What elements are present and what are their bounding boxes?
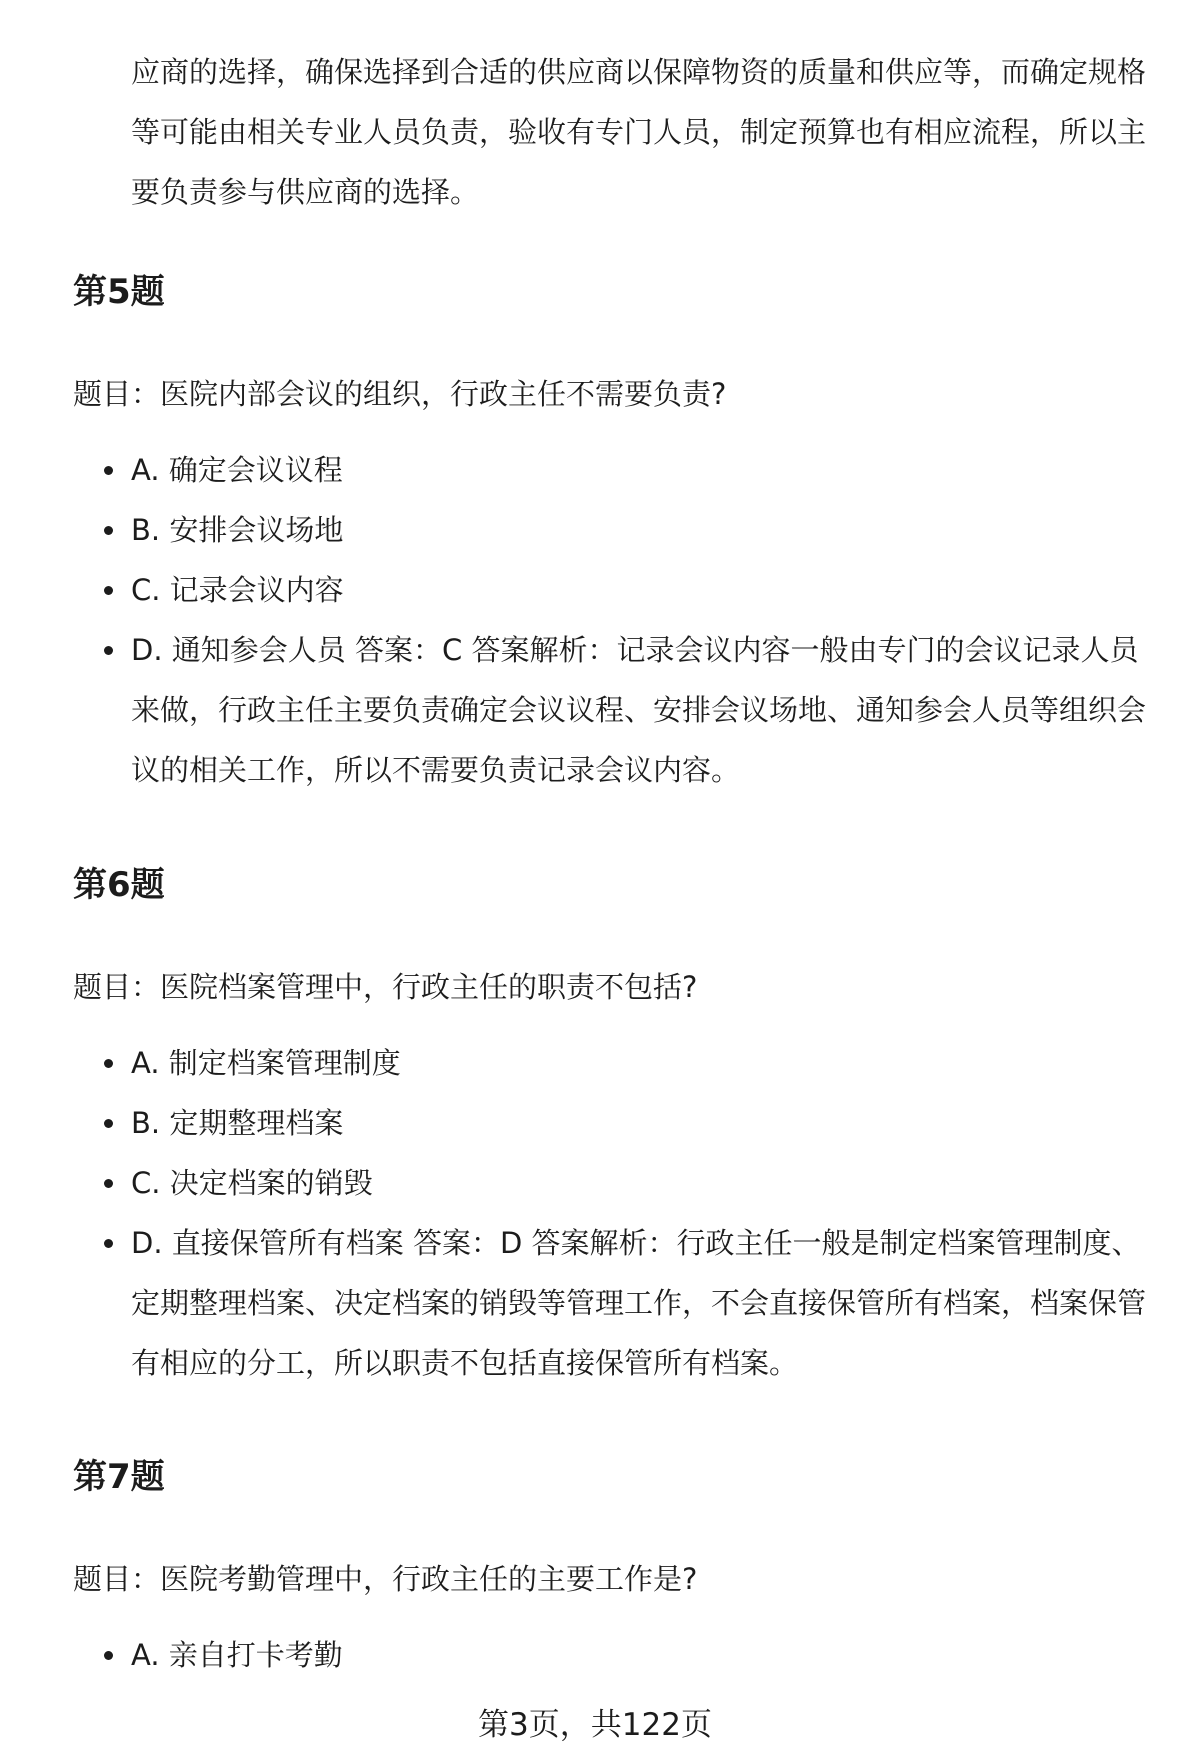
option-item — [0, 1033, 1161, 1093]
bullet-icon — [104, 586, 113, 595]
question-stem: 题目：医院考勤管理中，行政主任的主要工作是? — [73, 1562, 698, 1596]
option-list — [0, 440, 1190, 800]
option-text: B. 安排会议场地 — [131, 513, 344, 547]
option-text: D. 直接保管所有档案 答案：D 答案解析：行政主任一般是制定档案管理制度、定期整理档案、决定档案的销毁等管理工作，不会直接保管所有档案，档案保管有相应的分工，所以职责不包括直接保管所有档案。 — [131, 1226, 1147, 1380]
bullet-icon — [104, 1059, 113, 1068]
question-title: 第7题 — [73, 1457, 165, 1497]
option-text: C. 决定档案的销毁 — [131, 1166, 373, 1200]
option-text: C. 记录会议内容 — [131, 573, 344, 607]
question-title: 第5题 — [73, 272, 165, 312]
option-item — [0, 1213, 1161, 1393]
bullet-icon — [104, 1239, 113, 1248]
option-text: D. 通知参会人员 答案：C 答案解析：记录会议内容一般由专门的会议记录人员来做，行政主任主要负责确定会议议程、安排会议场地、通知参会人员等组织会议的相关工作，所以不需要负责记录会议内容。 — [131, 633, 1147, 787]
option-text: A. 制定档案管理制度 — [131, 1046, 401, 1080]
question-title: 第6题 — [73, 865, 165, 905]
option-list — [0, 1033, 1190, 1393]
page-number-footer: 第3页，共122页 — [478, 1707, 712, 1743]
option-item — [0, 620, 1161, 800]
question-stem: 题目：医院内部会议的组织，行政主任不需要负责? — [73, 377, 727, 411]
option-text: A. 确定会议议程 — [131, 453, 343, 487]
option-text: B. 定期整理档案 — [131, 1106, 344, 1140]
option-item — [0, 500, 1161, 560]
bullet-icon — [104, 1651, 113, 1660]
bullet-icon — [104, 466, 113, 475]
option-item — [0, 1153, 1161, 1213]
option-list — [0, 1625, 1190, 1685]
option-item — [0, 440, 1161, 500]
option-item — [0, 1093, 1161, 1153]
option-text: A. 亲自打卡考勤 — [131, 1638, 343, 1672]
option-item — [0, 560, 1161, 620]
bullet-icon — [104, 1119, 113, 1128]
bullet-icon — [104, 526, 113, 535]
continued-answer-explanation: 应商的选择，确保选择到合适的供应商以保障物资的质量和供应等，而确定规格等可能由相关专业人员负责，验收有专门人员，制定预算也有相应流程，所以主要负责参与供应商的选择。 — [131, 55, 1147, 209]
option-item — [0, 1625, 1161, 1685]
bullet-icon — [104, 1179, 113, 1188]
bullet-icon — [104, 646, 113, 655]
question-stem: 题目：医院档案管理中，行政主任的职责不包括? — [73, 970, 698, 1004]
